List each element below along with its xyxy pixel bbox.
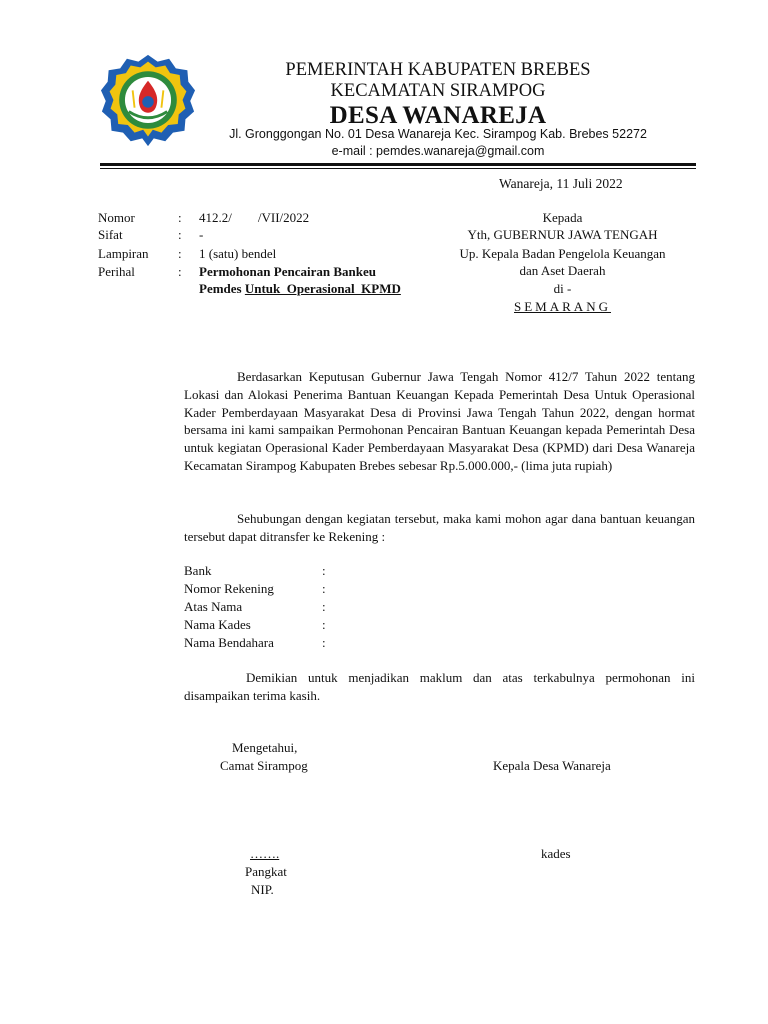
header-email: e-mail : pemdes.wanareja@gmail.com	[331, 144, 545, 158]
body-paragraph-3: Demikian untuk menjadikan maklum dan atas terkabulnya permohonan ini disampaikan terima kasih.	[184, 670, 695, 703]
account-number-colon: :	[322, 581, 326, 596]
bank-colon: :	[322, 563, 326, 578]
meta-colon: :	[178, 210, 182, 225]
header-district: KECAMATAN SIRAMPOG	[330, 81, 546, 101]
meta-label-sifat: Sifat	[98, 227, 123, 242]
recipient-line1: Yth, GUBERNUR JAWA TENGAH	[467, 227, 658, 242]
signature-right-title: Kepala Desa Wanareja	[493, 758, 611, 773]
village-head-colon: :	[322, 617, 326, 632]
subject-line-2-underlined: Untuk Operasional KPMD	[244, 281, 401, 296]
subject-line-2	[199, 281, 401, 297]
recipient-line3: dan Aset Daerah	[519, 263, 606, 278]
letter-date: Wanareja, 11 Juli 2022	[499, 176, 623, 191]
brebes-emblem-icon	[100, 52, 196, 148]
village-head-label: Nama Kades	[184, 617, 251, 632]
treasurer-label: Nama Bendahara	[184, 635, 274, 650]
signature-left-title1: Mengetahui,	[232, 740, 298, 755]
header-rule-thin	[100, 168, 696, 169]
bank-label: Bank	[184, 563, 212, 578]
recipient-at: di -	[553, 281, 572, 296]
signature-left-name: …….	[250, 846, 280, 861]
meta-value-lampiran: 1 (satu) bendel	[199, 246, 277, 261]
header-government: PEMERINTAH KABUPATEN BREBES	[285, 60, 591, 80]
account-name-label: Atas Nama	[184, 599, 243, 614]
signature-left-nip: NIP.	[251, 882, 274, 897]
body-paragraph-2: Sehubungan dengan kegiatan tersebut, maka kami mohon agar dana bantuan keuangan tersebut dapat ditransfer ke Rekening :	[184, 511, 695, 544]
meta-label-perihal: Perihal	[98, 264, 135, 279]
signature-right-name: kades	[541, 846, 571, 861]
subject-line-2-pre: Pemdes	[199, 281, 245, 296]
meta-value-sifat: -	[199, 227, 204, 242]
account-name-colon: :	[322, 599, 326, 614]
meta-label-lampiran: Lampiran	[98, 246, 149, 261]
recipient-line2: Up. Kepala Badan Pengelola Keuangan	[459, 246, 666, 261]
meta-value-nomor: 412.2/ /VII/2022	[199, 210, 310, 225]
body-paragraph-1: Berdasarkan Keputusan Gubernur Jawa Tengah Nomor 412/7 Tahun 2022 tentang Lokasi dan Alokasi Penerima Bantuan Keuangan Kepada Pemerintah Desa Untuk Operasional Kader Pemberdayaan Masyarakat Desa di Provinsi Jawa Tengah Tahun 2022, dengan hormat bersama ini kami sampaikan Permohonan Pencairan Bantuan Keuangan kepada Pemerintah Desa untuk kegiatan Operasional Kader Pemberdayaan Masyarakat Desa (KPMD) dari Desa Wanareja Kecamatan Sirampog Kabupaten Brebes sebesar Rp.5.000.000,- (lima juta rupiah)	[184, 369, 695, 473]
header-village: DESA WANAREJA	[329, 102, 547, 129]
recipient-to: Kepada	[542, 210, 583, 225]
meta-colon: :	[178, 246, 182, 261]
account-number-label: Nomor Rekening	[184, 581, 274, 596]
treasurer-colon: :	[322, 635, 326, 650]
recipient-city	[420, 299, 705, 315]
meta-value-perihal: Permohonan Pencairan Bankeu	[199, 264, 376, 279]
meta-label-nomor: Nomor	[98, 210, 135, 225]
header-address: Jl. Gronggongan No. 01 Desa Wanareja Kec. Sirampog Kab. Brebes 52272	[229, 127, 647, 141]
signature-left-title2: Camat Sirampog	[220, 758, 308, 773]
header-rule-thick	[100, 163, 696, 166]
signature-left-rank: Pangkat	[245, 864, 287, 879]
recipient-city-text: SEMARANG	[514, 299, 611, 314]
meta-colon: :	[178, 227, 182, 242]
meta-colon: :	[178, 264, 182, 279]
